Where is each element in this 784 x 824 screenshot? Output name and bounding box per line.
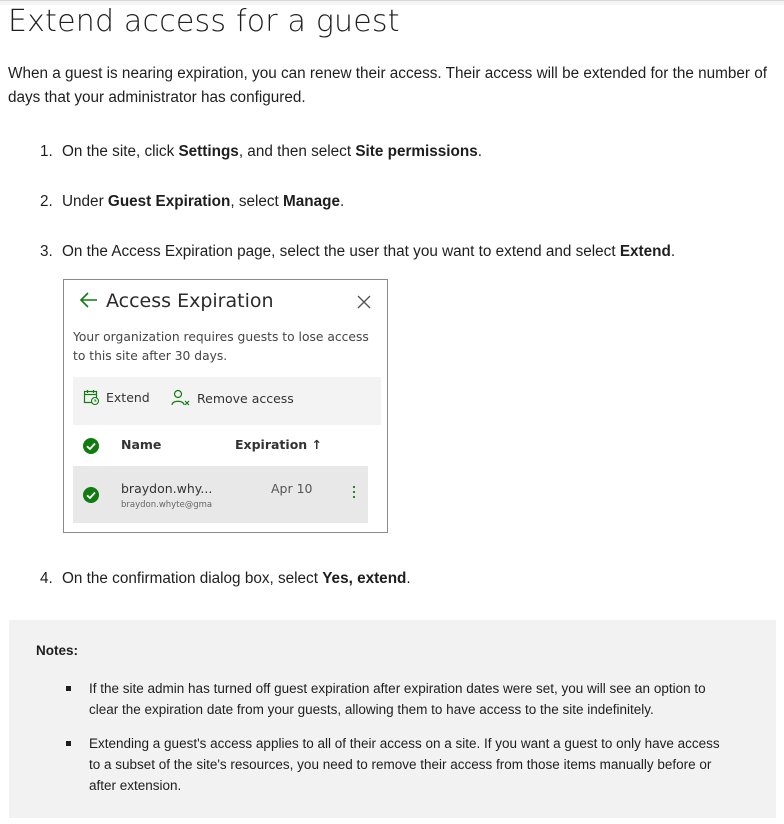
column-header-expiration[interactable]: Expiration ↑: [235, 437, 323, 452]
command-bar: [73, 377, 381, 425]
remove-person-icon: [171, 389, 191, 407]
notes-heading: Notes:: [36, 643, 79, 658]
select-all-check-icon[interactable]: [82, 437, 100, 459]
note-item: Extending a guest's access applies to all of their access on a site. If you want a guest to only have access to a subset of the site's resources, you need to remove their access from those items manually before or after extension.: [89, 736, 720, 793]
remove-access-button[interactable]: [171, 389, 294, 407]
bullet-icon: [66, 741, 71, 746]
bullet-icon: [66, 686, 71, 691]
manage-term: Manage: [283, 193, 340, 210]
back-arrow-icon[interactable]: [80, 292, 98, 312]
column-header-name[interactable]: Name: [121, 437, 162, 452]
step-4: 4. On the confirmation dialog box, select Yes, extend.: [40, 570, 411, 587]
panel-title: Access Expiration: [106, 290, 274, 312]
guest-name: braydon.why...: [121, 481, 213, 496]
yes-extend-term: Yes, extend: [322, 570, 407, 587]
notes-box: [9, 620, 776, 818]
panel-description: Your organization requires guests to lose access to this site after 30 days.: [73, 330, 369, 363]
access-expiration-screenshot: [63, 279, 388, 533]
calendar-icon: [83, 389, 100, 406]
extend-term: Extend: [619, 243, 671, 260]
more-vertical-icon[interactable]: [352, 484, 356, 503]
close-icon[interactable]: [356, 294, 372, 314]
remove-access-label: Remove access: [197, 390, 294, 406]
step-1: 1. On the site, click Settings, and then select Site permissions.: [40, 143, 482, 160]
expiration-date: Apr 10: [271, 481, 313, 496]
table-row[interactable]: [73, 466, 368, 523]
check-circle-icon[interactable]: [82, 486, 100, 508]
settings-term: Settings: [178, 143, 239, 160]
intro-paragraph: When a guest is nearing expiration, you can renew their access. Their access will be extended for the number of days that your administrator has configured.: [8, 65, 768, 106]
extend-button[interactable]: [83, 389, 150, 406]
step-3: 3. On the Access Expiration page, select the user that you want to extend and select Extend.: [40, 243, 676, 260]
note-item: If the site admin has turned off guest expiration after expiration dates were set, you will see an option to clear the expiration date from your guests, allowing them to have access to the site indefinitely.: [89, 681, 706, 717]
site-permissions-term: Site permissions: [355, 143, 478, 160]
guest-expiration-term: Guest Expiration: [107, 193, 231, 210]
guest-email: braydon.whyte@gma: [121, 500, 213, 510]
page-title: Extend access for a guest: [8, 4, 400, 39]
step-2: 2. Under Guest Expiration, select Manage.: [40, 193, 345, 210]
extend-label: Extend: [106, 390, 150, 405]
